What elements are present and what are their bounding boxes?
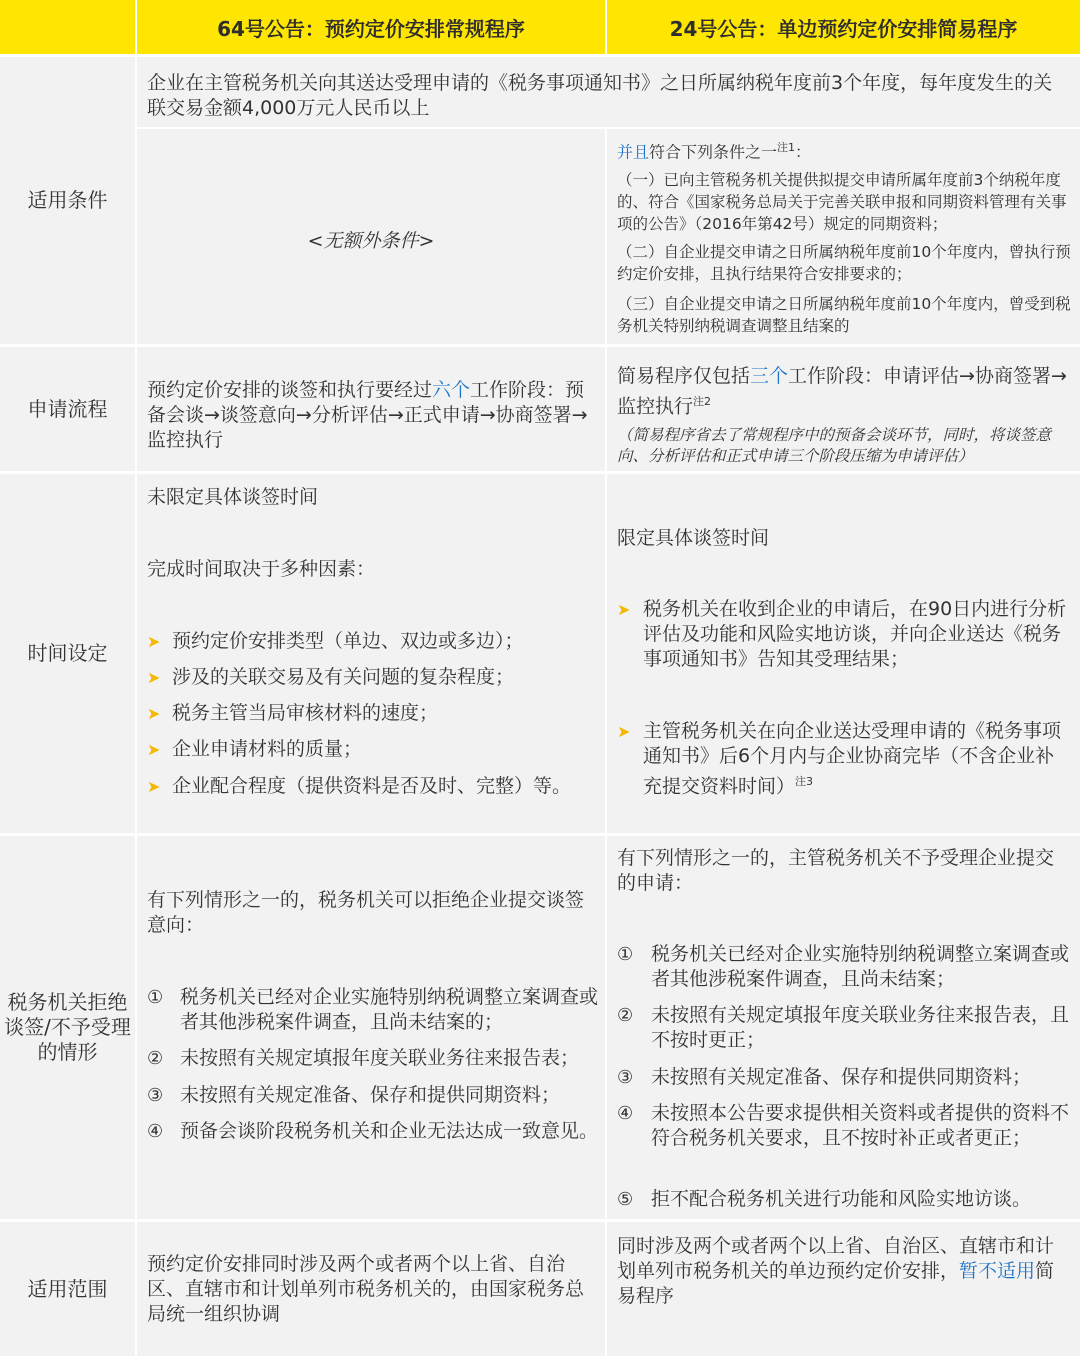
timing-right-item-1	[617, 597, 1067, 672]
three-stages-highlight: 三个	[750, 365, 789, 387]
conditions-right-intro-text: 符合下列条件之一	[649, 142, 778, 162]
and-highlight: 并且	[617, 142, 650, 162]
process-right-subnote: （简易程序省去了常规程序中的预备会谈环节，同时，将谈签意向、分析评估和正式申请三个阶段压缩为申请评估）	[617, 426, 1052, 465]
process-left-text	[147, 378, 595, 453]
timing-factor-1	[147, 629, 602, 654]
circled-number: ③	[617, 1067, 634, 1088]
process-right-text	[617, 364, 1067, 419]
row-label-timing: 时间设定	[0, 474, 135, 833]
refusal-left-text: 未按照有关规定填报年度关联业务往来报告表；	[180, 1047, 580, 1069]
arrow-bullet-icon: ➤	[147, 777, 161, 796]
refusal-left-item-2	[147, 1046, 605, 1071]
timing-factor-2	[147, 665, 602, 690]
timing-left-p1: 未限定具体谈签时间	[147, 486, 319, 508]
timing-left-cell	[137, 474, 605, 833]
process-right-c: 工作阶段：申请评估→协商签署→监控执行	[617, 365, 1067, 418]
conditions-right-intro-colon: ：	[795, 142, 812, 162]
timing-right-p1: 限定具体谈签时间	[617, 527, 770, 549]
refusal-right-text: 拒不配合税务机关进行功能和风险实地访谈。	[651, 1188, 1032, 1210]
timing-left-p2: 完成时间取决于多种因素：	[147, 558, 376, 580]
refusal-left-text: 税务机关已经对企业实施特别纳税调整立案调查或者其他涉税案件调查，且尚未结案的；	[180, 986, 599, 1033]
refusal-right-text: 未按照有关规定填报年度关联业务往来报告表，且不按时更正；	[651, 1004, 1070, 1051]
header-corner	[0, 0, 135, 54]
timing-right-cell	[607, 474, 1080, 833]
no-extra-conditions: <无额外条件>	[307, 230, 435, 252]
row-label-scope: 适用范围	[0, 1222, 135, 1356]
row-label-process: 申请流程	[0, 347, 135, 471]
refusal-right-text: 税务机关已经对企业实施特别纳税调整立案调查或者其他涉税案件调查，且尚未结案；	[651, 943, 1070, 990]
note-2: 注2	[693, 395, 712, 408]
circled-number: ②	[147, 1048, 164, 1069]
not-applicable-highlight: 暂不适用	[959, 1260, 1036, 1282]
circled-number: ④	[147, 1121, 164, 1142]
timing-factor-3	[147, 701, 602, 726]
timing-right-item-2	[617, 719, 1067, 799]
conditions-right-cell	[607, 129, 1080, 344]
process-left-a: 预约定价安排的谈签和执行要经过	[147, 379, 433, 401]
conditions-shared-cell	[137, 57, 1080, 127]
six-stages-highlight: 六个	[432, 379, 471, 401]
condition-item-1: （一）已向主管税务机关提供拟提交申请所属年度前3个纳税年度的、符合《国家税务总局关于完善关联申报和同期资料管理有关事项的公告》（2016年第42号）规定的同期资料；	[617, 171, 1067, 233]
scope-left-cell	[137, 1222, 605, 1356]
arrow-bullet-icon: ➤	[147, 740, 161, 759]
refusal-right-item-5	[617, 1187, 1075, 1212]
refusal-left-item-3	[147, 1083, 602, 1108]
refusal-right-item-2	[617, 1003, 1077, 1053]
process-left-c: 工作阶段：预备会谈→谈签意向→分析评估→正式申请→协商签署→监控执行	[147, 379, 588, 451]
arrow-bullet-icon: ➤	[147, 632, 161, 651]
refusal-right-intro: 有下列情形之一的，主管税务机关不予受理企业提交的申请：	[617, 847, 1055, 894]
scope-right-c: 简易程序	[617, 1260, 1055, 1307]
timing-factor-text: 税务主管当局审核材料的速度；	[172, 702, 439, 724]
refusal-left-item-1	[147, 985, 602, 1035]
circled-number: ④	[617, 1103, 634, 1124]
circled-number: ③	[147, 1085, 164, 1106]
note-3: 注3	[795, 775, 814, 788]
arrow-bullet-icon: ➤	[147, 704, 161, 723]
refusal-left-text: 未按照有关规定准备、保存和提供同期资料；	[180, 1084, 561, 1106]
process-left-cell	[137, 347, 605, 471]
header-col-simplified: 24号公告：单边预约定价安排简易程序	[607, 0, 1080, 54]
timing-right-item-text: 主管税务机关在向企业送达受理申请的《税务事项通知书》后6个月内与企业协商完毕（不含企业补充提交资料时间）	[643, 720, 1062, 798]
header-col-regular: 64号公告：预约定价安排常规程序	[137, 0, 605, 54]
note-1: 注1	[777, 141, 796, 154]
timing-factor-text: 企业配合程度（提供资料是否及时、完整）等。	[172, 775, 572, 797]
timing-factor-5	[147, 774, 605, 799]
arrow-bullet-icon: ➤	[617, 722, 631, 741]
refusal-left-item-4	[147, 1119, 602, 1144]
row-label-conditions: 适用条件	[0, 57, 135, 344]
refusal-right-text: 未按照本公告要求提供相关资料或者提供的资料不符合税务机关要求，且不按时补正或者更正；	[651, 1102, 1070, 1149]
timing-right-item-text: 税务机关在收到企业的申请后，在90日内进行分析评估及功能和风险实地访谈，并向企业送达《税务事项通知书》告知其受理结果；	[643, 598, 1067, 670]
arrow-bullet-icon: ➤	[147, 668, 161, 687]
refusal-left-cell	[137, 836, 605, 1219]
circled-number: ①	[617, 944, 634, 965]
timing-factor-text: 预约定价安排类型（单边、双边或多边）；	[172, 630, 524, 652]
conditions-right-intro	[617, 137, 1072, 163]
scope-right-cell	[607, 1222, 1080, 1356]
circled-number: ⑤	[617, 1189, 634, 1210]
timing-factor-text: 涉及的关联交易及有关问题的复杂程度；	[172, 666, 515, 688]
process-right-cell	[607, 347, 1080, 471]
circled-number: ②	[617, 1005, 634, 1026]
timing-factor-4	[147, 737, 602, 762]
refusal-right-text: 未按照有关规定准备、保存和提供同期资料；	[651, 1066, 1032, 1088]
conditions-left-cell	[137, 129, 605, 344]
scope-right-text	[617, 1234, 1062, 1309]
refusal-left-intro: 有下列情形之一的，税务机关可以拒绝企业提交谈签意向：	[147, 889, 585, 936]
refusal-right-item-3	[617, 1065, 1075, 1090]
process-right-a: 简易程序仅包括	[617, 365, 751, 387]
refusal-right-cell	[607, 836, 1080, 1219]
scope-right-a: 同时涉及两个或者两个以上省、自治区、直辖市和计划单列市税务机关的单边预约定价安排，	[617, 1235, 1055, 1282]
refusal-left-text: 预备会谈阶段税务机关和企业无法达成一致意见。	[180, 1120, 599, 1142]
timing-factor-text: 企业申请材料的质量；	[172, 738, 363, 760]
arrow-bullet-icon: ➤	[617, 600, 631, 619]
circled-number: ①	[147, 987, 164, 1008]
condition-item-2: （二）自企业提交申请之日所属纳税年度前10个年度内，曾执行预约定价安排，且执行结果符合安排要求的；	[617, 243, 1071, 283]
scope-left-text: 预约定价安排同时涉及两个或者两个以上省、自治区、直辖市和计划单列市税务机关的，由国家税务总局统一组织协调	[147, 1253, 585, 1325]
refusal-right-item-1	[617, 942, 1075, 992]
row-label-refusal: 税务机关拒绝谈签/不予受理的情形	[0, 836, 135, 1219]
refusal-right-item-4	[617, 1101, 1075, 1151]
condition-item-3: （三）自企业提交申请之日所属纳税年度前10个年度内，曾受到税务机关特别纳税调查调整且结案的	[617, 295, 1071, 335]
conditions-shared-text: 企业在主管税务机关向其送达受理申请的《税务事项通知书》之日所属纳税年度前3个年度，每年度发生的关联交易金额4,000万元人民币以上	[147, 72, 1053, 119]
